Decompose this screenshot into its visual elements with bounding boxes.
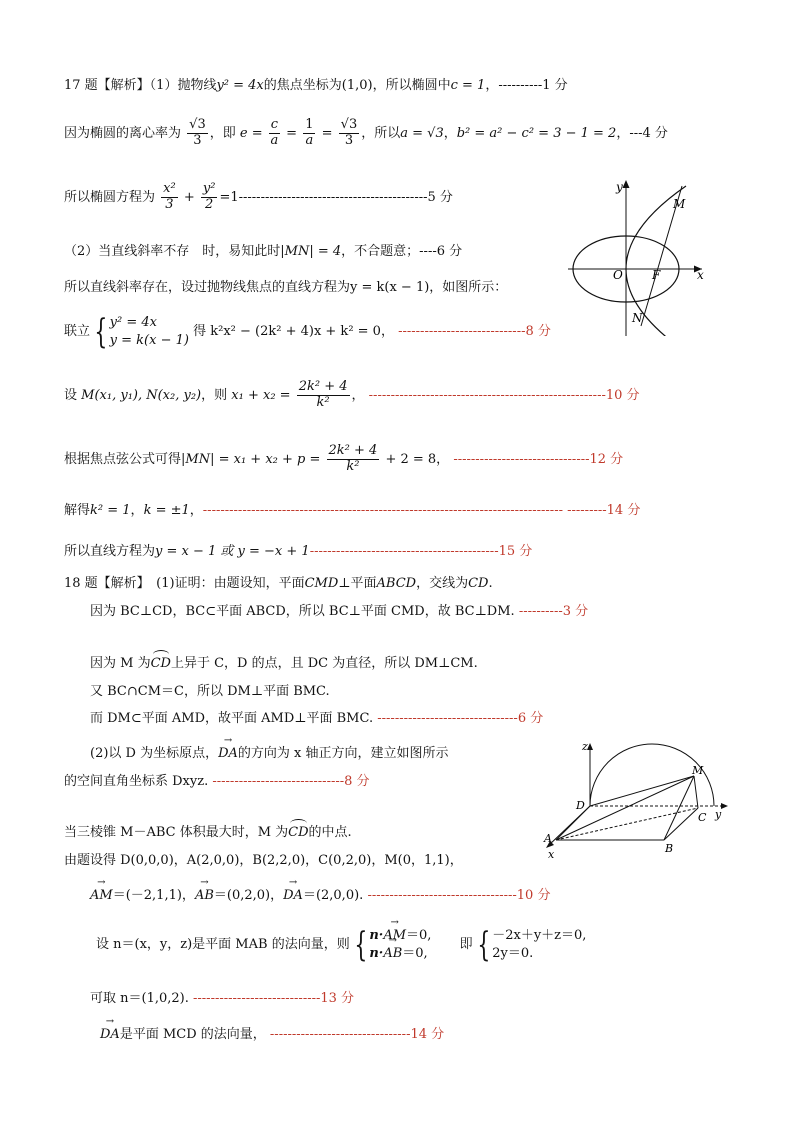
q18-line-6 — [90, 746, 449, 762]
q18-line-2 — [90, 604, 588, 620]
q17-line-4 — [64, 244, 462, 260]
frac-num: 2k² + 4 — [298, 379, 348, 394]
q18-l1-text: 18 题【解析】 (1)证明：由题设知，平面 — [64, 576, 305, 591]
q18-l11-text: 设 n＝(x，y，z)是平面 MAB 的法向量，则 — [96, 937, 350, 953]
q17-l2-a: a = √3 — [400, 125, 444, 141]
q17-l7-points: M(x₁, y₁), N(x₂, y₂) — [81, 387, 202, 403]
fraction — [339, 118, 360, 149]
q17-line-7 — [64, 380, 640, 411]
left-brace: { — [476, 924, 490, 965]
q18-l1-cd: CD — [468, 576, 489, 591]
frac-num: x² — [163, 181, 176, 196]
q17-l10-score: -------------------------------------------15 分 — [309, 544, 533, 559]
vector-ab: → AB — [195, 888, 214, 904]
q18-l12-score: -----------------------------13 分 — [193, 991, 355, 1006]
point-m-label: M — [673, 197, 686, 211]
q18-l1-text-c: ，交线为 — [416, 576, 469, 591]
q18-l1-abcd: ABCD — [376, 576, 417, 591]
q17-line-6 — [64, 311, 551, 352]
q17-line-9 — [64, 503, 640, 519]
q18-l4-text: 又 BC∩CM＝C，所以 DM⊥平面 BMC. — [90, 684, 330, 699]
q17-l8-text: 根据焦点弦公式可得 — [64, 451, 182, 467]
q18-line-7 — [64, 774, 370, 790]
arc-cd: CD — [288, 825, 309, 840]
q18-l2-text: 因为 BC⊥CD，BC⊂平面 ABCD，所以 BC⊥平面 CMD，故 BC⊥DM. — [90, 604, 515, 619]
fraction — [269, 118, 280, 149]
frac-den: k² — [316, 394, 330, 410]
q17-l7-text: 设 — [64, 387, 78, 403]
q17-line-3 — [64, 182, 453, 213]
point-a-label: A — [544, 832, 552, 845]
q17-l10-eq: y = x − 1 或 y = −x + 1 — [155, 544, 310, 559]
system-row: 2y＝0. — [492, 945, 534, 961]
system-row — [369, 945, 431, 963]
q17-l4-score: ，不合题意；----6 分 — [341, 244, 463, 259]
q18-l6-text: (2)以 D 为坐标原点， — [90, 746, 219, 761]
q17-line-10 — [64, 544, 532, 560]
q18-line-1 — [64, 576, 493, 592]
q18-l8-text: 当三棱锥 M－ABC 体积最大时，M 为 — [64, 825, 289, 840]
q17-l6-text: 联立 — [64, 324, 91, 340]
q18-line-9 — [64, 853, 463, 869]
q17-l1-text: 17 题【解析】（1）抛物线 — [64, 78, 217, 93]
point-b-label: B — [665, 842, 674, 855]
point-c-label: C — [698, 811, 707, 824]
q18-line-12 — [90, 991, 354, 1007]
z-axis-label: z — [582, 740, 588, 753]
frac-num: c — [270, 117, 279, 132]
frac-num: 1 — [305, 117, 314, 132]
frac-den: 2 — [205, 196, 214, 212]
z-axis-arrow — [587, 743, 593, 750]
q17-l10-text: 所以直线方程为 — [64, 544, 156, 559]
equation-system — [492, 927, 586, 962]
q17-line-8 — [64, 444, 623, 475]
q17-l2-text-b: ，即 — [209, 125, 236, 141]
q17-l7-sum: x₁ + x₂ = — [231, 387, 291, 403]
q17-l9-k: k = ±1 — [143, 503, 190, 518]
q18-l13-text: 是平面 MCD 的法向量， — [119, 1027, 266, 1042]
x-axis-label: x — [548, 848, 555, 861]
q17-l2-text-c: ，所以 — [361, 125, 401, 141]
vector-da: → DA — [218, 746, 238, 762]
q17-l1-text-b: 的焦点坐标为(1,0)，所以椭圆中 — [263, 78, 451, 93]
frac-den: 3 — [193, 132, 202, 148]
frac-num: y² — [202, 181, 216, 196]
fraction — [303, 118, 315, 149]
arc-cd: CD — [150, 656, 171, 671]
point-m-label: M — [692, 764, 704, 777]
q18-l6-text-b: 的方向为 x 轴正方向，建立如图所示 — [237, 746, 449, 761]
q17-l1-c: c = 1 — [450, 78, 486, 93]
fraction — [201, 182, 218, 213]
q18-l1-cmd: CMD — [304, 576, 339, 591]
point-d-label: D — [576, 799, 585, 812]
frac-num: 2k² + 4 — [328, 443, 378, 458]
vector-am: → AM — [90, 888, 113, 904]
q17-l3-text: 所以椭圆方程为 — [64, 189, 156, 205]
q18-l10-score: ----------------------------------10 分 — [367, 888, 551, 903]
q18-l13-score: --------------------------------14 分 — [269, 1027, 445, 1042]
frac-den: a — [270, 132, 279, 148]
origin-label: O — [613, 268, 623, 282]
equation-system — [110, 314, 189, 349]
q18-line-4 — [90, 684, 330, 700]
equals-zero: ＝0, — [406, 928, 432, 943]
q18-l3-text: 因为 M 为 — [90, 656, 151, 671]
q18-line-13 — [100, 1027, 444, 1043]
q17-l9-k2: k² = 1 — [90, 503, 131, 518]
q18-l1-period: . — [488, 576, 493, 591]
q17-l4-text: （2）当直线斜率不存 时，易知此时 — [64, 244, 281, 259]
q17-l2-e: e = — [239, 125, 263, 141]
q17-l9-comma: ， — [130, 503, 144, 518]
q17-l5-text: 所以直线斜率存在，设过抛物线焦点的直线方程为y = k(x − 1)，如图所示： — [64, 280, 508, 295]
edge-ad — [556, 806, 590, 840]
q18-l12-text: 可取 n＝(1,0,2). — [90, 991, 189, 1006]
frac-den: k² — [346, 458, 360, 474]
q18-line-5 — [90, 711, 543, 727]
left-brace: { — [354, 924, 368, 965]
y-axis-label: y — [715, 808, 722, 821]
q18-l10-ab-value: ＝(0,2,0)， — [213, 888, 284, 903]
vector-da: → DA — [283, 888, 303, 904]
q18-l11-text-b: 即 — [459, 937, 473, 953]
q18-l5-score: --------------------------------6 分 — [377, 711, 544, 726]
vector-am: → AM — [383, 927, 406, 945]
q17-l7-score: ------------------------------------------------------10 分 — [368, 387, 640, 403]
q17-l2-score: ，---4 分 — [616, 125, 668, 141]
point-n-label: N — [632, 311, 643, 325]
q18-l5-text: 而 DM⊂平面 AMD，故平面 AMD⊥平面 BMC. — [90, 711, 374, 726]
q18-l7-score: ------------------------------8 分 — [212, 774, 370, 789]
vector-ab: → AB — [383, 945, 402, 963]
q18-l3-text-b: 上异于 C，D 的点，且 DC 为直径，所以 DM⊥CM. — [170, 656, 478, 671]
focus-label: F — [652, 268, 661, 282]
pyramid-coordinate-figure — [538, 736, 738, 866]
y-axis-label: y — [616, 180, 623, 194]
frac-den: 3 — [165, 196, 174, 212]
edge-dm — [590, 776, 694, 806]
frac-num: √3 — [189, 117, 206, 132]
q18-l7-text: 的空间直角坐标系 Dxyz. — [64, 774, 209, 789]
equals: = — [321, 125, 333, 141]
equals-zero: ＝0, — [402, 945, 428, 961]
frac-den: 3 — [344, 132, 354, 148]
q17-l8-score: -------------------------------12 分 — [453, 451, 624, 467]
frac-num: √3 — [340, 117, 358, 132]
equation-system — [369, 927, 431, 962]
q17-l9-text: 解得 — [64, 503, 91, 518]
q18-l1-text-b: ⊥平面 — [338, 576, 377, 591]
q18-l2-score: ----------3 分 — [518, 604, 589, 619]
fraction — [187, 118, 208, 149]
system-row: －2x＋y＋z＝0, — [492, 928, 587, 943]
q17-l1-score: ，----------1 分 — [485, 78, 568, 93]
q17-line-5 — [64, 280, 507, 296]
q18-l10-da-value: ＝(2,0,0). — [302, 888, 364, 903]
edge-bc — [664, 808, 698, 840]
q17-l7-comma: ， — [351, 387, 365, 403]
q18-l9-text: 由题设得 D(0,0,0)，A(2,0,0)，B(2,2,0)，C(0,2,0)，M(0，1,1)， — [64, 853, 463, 868]
q18-line-8 — [64, 825, 352, 841]
q17-l1-eq: y² = 4x — [216, 78, 264, 93]
q17-l9-score: ---------------------------------------------------------------------------------- ---------14 分 — [202, 503, 641, 518]
q18-line-11 — [96, 924, 587, 965]
q17-line-1 — [64, 78, 568, 94]
fraction — [161, 182, 178, 213]
q17-l7-text-b: ，则 — [201, 387, 228, 403]
q17-l2-comma: ， — [443, 125, 457, 141]
normal-n: n· — [369, 928, 384, 943]
equals: = — [286, 125, 298, 141]
q17-l2-text: 因为椭圆的离心率为 — [64, 125, 182, 141]
q17-l3-score: =1-------------------------------------------5 分 — [219, 189, 453, 205]
plus: + — [183, 189, 195, 205]
fraction — [327, 444, 380, 475]
q18-l8-text-b: 的中点. — [308, 825, 352, 840]
fraction — [297, 380, 350, 411]
x-axis-label: x — [697, 268, 704, 282]
q18-line-3 — [90, 656, 478, 672]
system-row: y = k(x − 1) — [109, 332, 189, 348]
q17-l6-score: -----------------------------8 分 — [398, 324, 551, 340]
q18-l10-am-value: ＝(－2,1,1)， — [112, 888, 195, 903]
left-brace: { — [94, 311, 108, 352]
edge-bm — [664, 776, 694, 840]
normal-n: n· — [369, 945, 384, 961]
q18-line-10 — [90, 888, 550, 904]
q17-l8-text-b: + 2 = 8， — [385, 451, 450, 467]
q17-l8-expr: |MN| = x₁ + x₂ + p = — [181, 451, 321, 467]
edge-cm — [694, 776, 698, 808]
q17-l4-mn: |MN| = 4 — [280, 244, 342, 259]
system-row: y² = 4x — [109, 315, 157, 330]
q17-l6-text-b: 得 k²x² − (2k² + 4)x + k² = 0， — [193, 324, 394, 340]
vector-da: → DA — [100, 1027, 120, 1043]
y-axis-arrow — [623, 180, 630, 188]
q17-l9-comma-2: ， — [189, 503, 203, 518]
q17-line-2 — [64, 118, 668, 149]
frac-den: a — [305, 132, 314, 148]
q17-l2-b: b² = a² − c² = 3 − 1 = 2 — [456, 125, 617, 141]
y-axis-arrow — [721, 803, 728, 809]
ellipse-parabola-figure — [560, 176, 710, 336]
